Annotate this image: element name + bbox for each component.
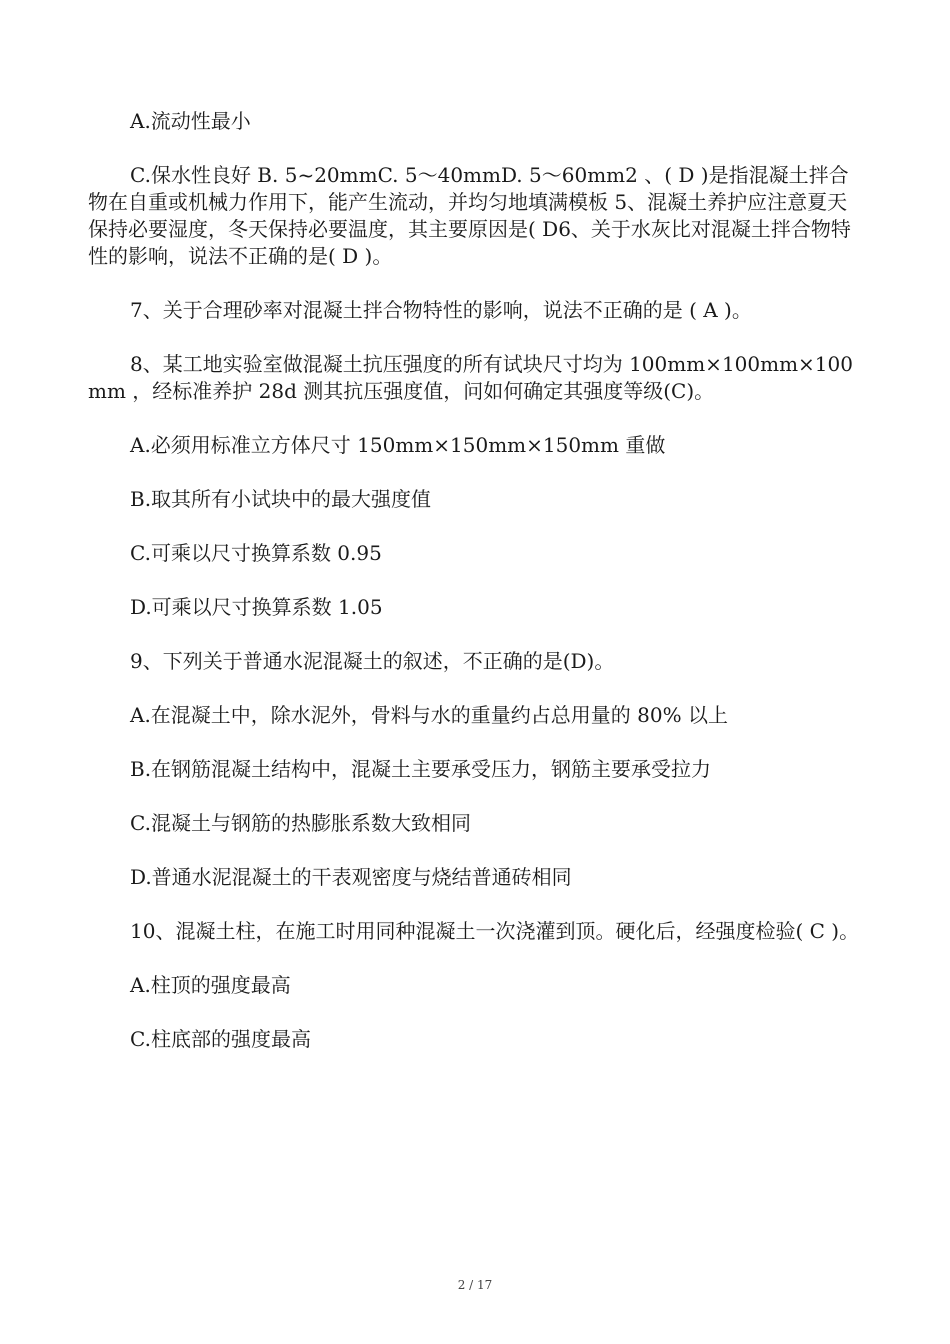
- paragraph-question-10: 10、混凝土柱，在施工时用同种混凝土一次浇灌到顶。硬化后，经强度检验( C )。: [130, 919, 860, 943]
- paragraph-q10-option-c: C.柱底部的强度最高: [130, 1027, 311, 1051]
- paragraph-q9-option-c: C.混凝土与钢筋的热膨胀系数大致相同: [130, 811, 471, 835]
- paragraph-question-8: 8、某工地实验室做混凝土抗压强度的所有试块尺寸均为 100mm×100mm×100mm ，经标准养护 28d 测其抗压强度值，问如何确定其强度等级(C)。: [88, 352, 853, 403]
- paragraph-option-a-fluidity: A.流动性最小: [130, 109, 251, 133]
- paragraph-q10-option-a: A.柱顶的强度最高: [130, 973, 291, 997]
- paragraph-q9-option-b: B.在钢筋混凝土结构中，混凝土主要承受压力，钢筋主要承受拉力: [130, 757, 712, 781]
- paragraph-q9-option-d: D.普通水泥混凝土的干表观密度与烧结普通砖相同: [130, 865, 572, 889]
- paragraph-q9-option-a: A.在混凝土中，除水泥外，骨料与水的重量约占总用量的 80% 以上: [130, 703, 728, 727]
- document-body: [88, 108, 863, 1080]
- paragraph-q8-option-a: A.必须用标准立方体尺寸 150mm×150mm×150mm 重做: [130, 433, 666, 457]
- paragraph-question-9: 9、下列关于普通水泥混凝土的叙述，不正确的是(D)。: [130, 649, 615, 673]
- page-number: 2 / 17: [457, 1278, 493, 1292]
- paragraph-question-7: 7、关于合理砂率对混凝土拌合物特性的影响，说法不正确的是 ( A )。: [130, 298, 752, 322]
- paragraph-q8-option-c: C.可乘以尺寸换算系数 0.95: [130, 541, 382, 565]
- paragraph-q8-option-d: D.可乘以尺寸换算系数 1.05: [130, 595, 383, 619]
- paragraph-questions-5-6: C.保水性良好 B. 5~20mmC. 5～40mmD. 5～60mm2 、( D )是指混凝土拌合物在自重或机械力作用下，能产生流动，并均匀地填满模板 5、混凝土养护应注意夏天保持必要湿度，冬天保持必要温度，其主要原因是( D6、关于水灰比对混凝土拌合物特性的影响，说法不正确的是( D )。: [88, 163, 851, 268]
- paragraph-q8-option-b: B.取其所有小试块中的最大强度值: [130, 487, 432, 511]
